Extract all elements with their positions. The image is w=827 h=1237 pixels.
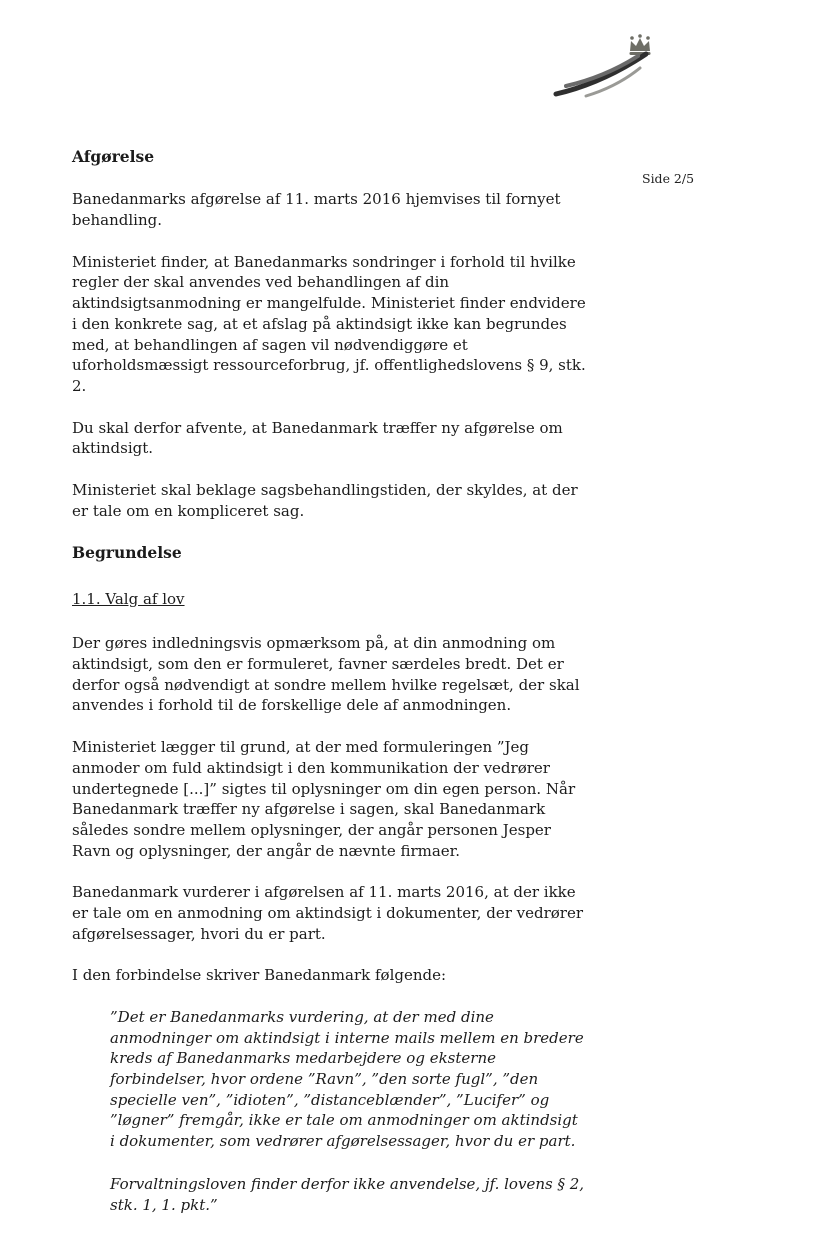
page-number: Side 2/5 [642,171,695,186]
paragraph-hjemvises: Banedanmarks afgørelse af 11. marts 2016 hjemvises til fornyet behandling. [72,190,561,230]
subheading-valg-af-lov: 1.1. Valg af lov [72,589,185,608]
paragraph-indledningsvis: Der gøres indledningsvis opmærksom på, at din anmodning om aktindsigt, som den er formuleret, favner særdeles bredt. Det er derfor også nødvendigt at sondre mellem hvilke regelsæt, der skal anvendes i forhold til de forskellige dele af anmodningen. [72,634,580,715]
paragraph-beklage: Ministeriet skal beklage sagsbehandlingstiden, der skyldes, at der er tale om en kompliceret sag. [72,480,578,520]
ministry-crown-logo [552,34,652,100]
crown-swoosh-icon [552,34,652,100]
paragraph-forbindelse: I den forbindelse skriver Banedanmark følgende: [72,966,447,985]
quote-paragraph-2: Forvaltningsloven finder derfor ikke anvendelse, jf. lovens § 2, stk. 1, 1. pkt.” [110,1174,585,1214]
quote-paragraph-1: ”Det er Banedanmarks vurdering, at der med dine anmodninger om aktindsigt i interne mails mellem en bredere kreds af Banedanmarks medarbejdere og eksterne forbindelser, hvor ordene ”Ravn”, ”den sorte fugl”, ”den specielle ven”, ”idioten”, ”distanceblænder”, ”Lucifer” og ”løgner” fremgår, ikke er tale om anmodninger om aktindsigt i dokumenter, som vedrører afgørelsessager, hvor du er part. [110,1008,584,1151]
section-heading-afgoerelse: Afgørelse [72,147,155,166]
section-heading-begrundelse: Begrundelse [72,543,182,563]
paragraph-vurderer: Banedanmark vurderer i afgørelsen af 11. marts 2016, at der ikke er tale om en anmodning om aktindsigt i dokumenter, der vedrører afgørelsessager, hvori du er part. [72,883,584,943]
paragraph-laegger-til-grund: Ministeriet lægger til grund, at der med formuleringen ”Jeg anmoder om fuld aktindsigt i den kommunikation der vedrører undertegnede [...]” sigtes til oplysninger om din egen person. Når Banedanmark træffer ny afgørelse i sagen, skal Banedanmark således sondre mellem oplysninger, der angår personen Jesper Ravn og oplysninger, der angår de nævnte firmaer. [72,738,576,860]
paragraph-ministeriet-finder: Ministeriet finder, at Banedanmarks sondringer i forhold til hvilke regler der skal anvendes ved behandlingen af din aktindsigtsanmodning er mangelfulde. Ministeriet finder endvidere i den konkrete sag, at et afslag på aktindsigt ikke kan begrundes med, at behandlingen af sagen vil nødvendiggøre et uforholdsmæssigt ressourceforbrug, jf. offentlighedslovens § 9, stk. 2. [72,252,586,395]
swoosh-stroke-mid [566,56,638,86]
crown-icon [630,34,651,55]
paragraph-afvente: Du skal derfor afvente, at Banedanmark træffer ny afgørelse om aktindsigt. [72,418,563,458]
banedanmark-quote-block [110,1007,586,1215]
letter-body [72,146,586,1237]
